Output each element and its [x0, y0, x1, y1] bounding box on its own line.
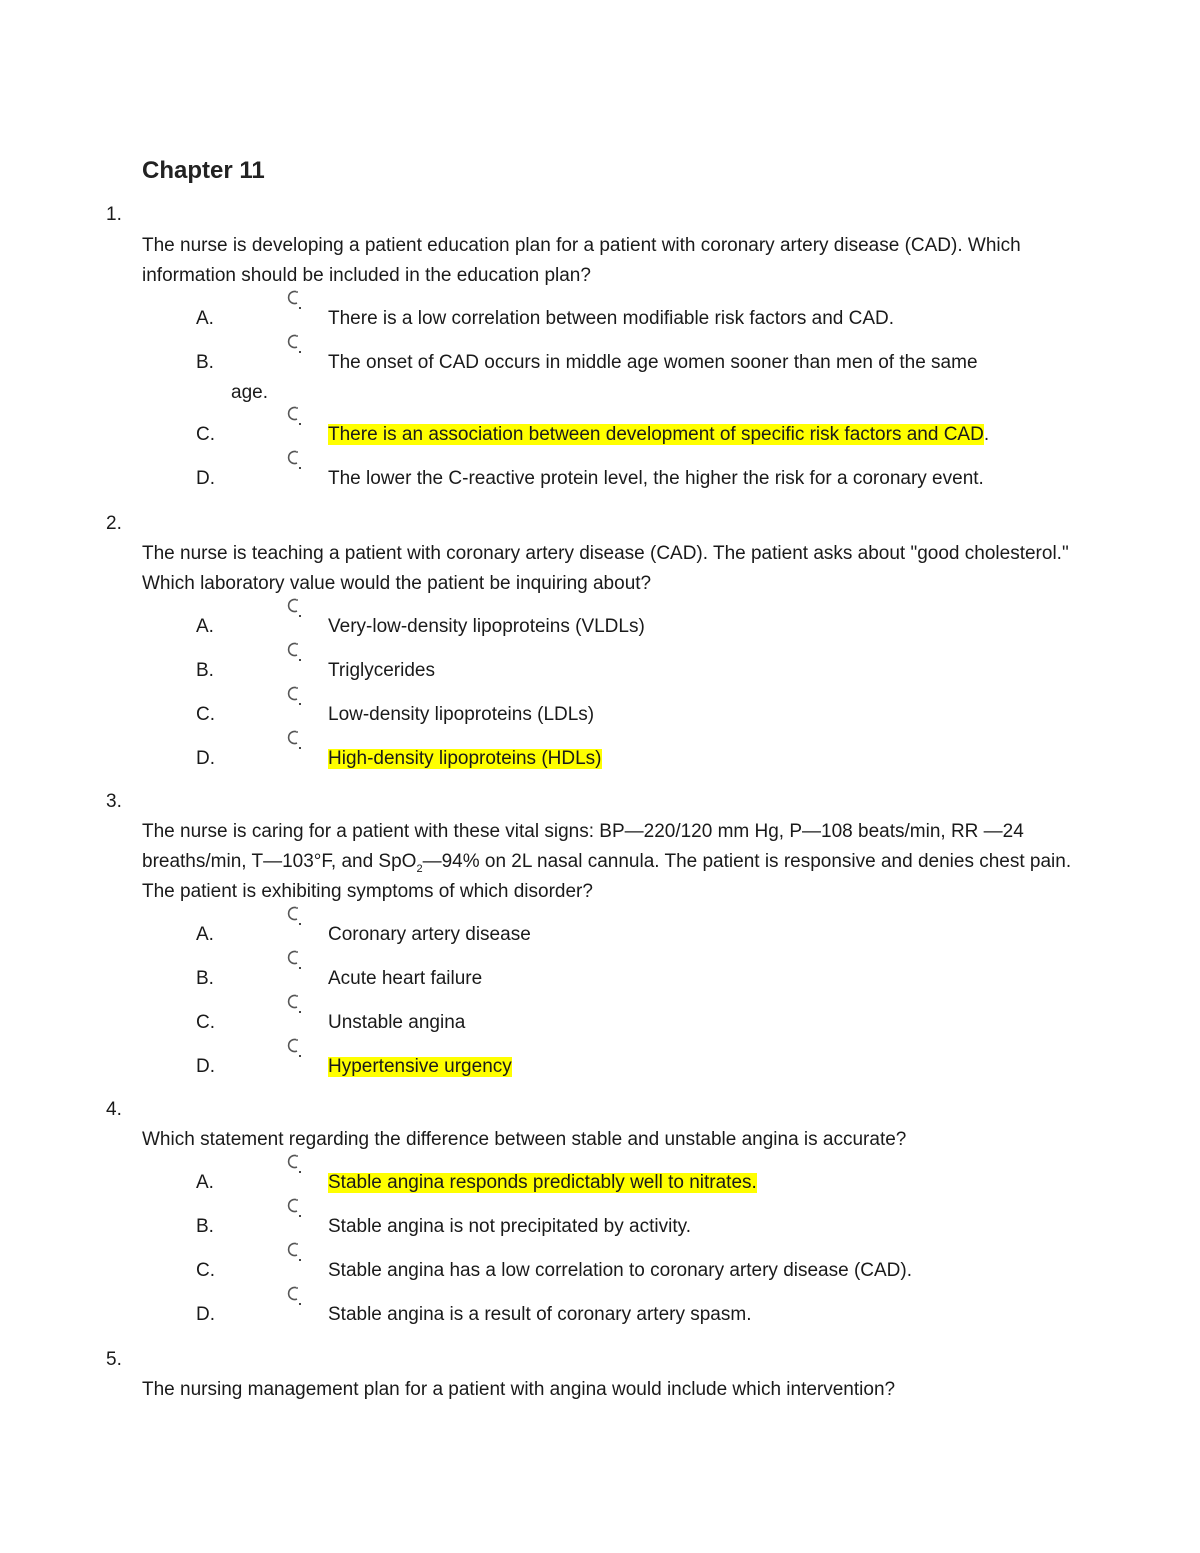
question-number: 1.: [106, 204, 122, 225]
radio-button-icon[interactable]: [285, 1240, 303, 1262]
option-4b[interactable]: [0, 1212, 1200, 1242]
radio-button-icon[interactable]: [285, 1152, 303, 1174]
option-letter: A.: [196, 308, 214, 329]
option-3c[interactable]: [0, 1008, 1200, 1038]
option-text: The lower the C-reactive protein level, the higher the risk for a coronary event.: [328, 468, 984, 489]
option-2b[interactable]: [0, 656, 1200, 686]
option-letter: A.: [196, 616, 214, 637]
radio-button-icon[interactable]: [285, 596, 303, 618]
question-number: 4.: [106, 1099, 122, 1120]
question-text: The nursing management plan for a patient with angina would include which intervention?: [142, 1379, 896, 1400]
option-2a[interactable]: [0, 612, 1200, 642]
radio-button-icon[interactable]: [285, 1196, 303, 1218]
question-text: The nurse is developing a patient education plan for a patient with coronary artery disease (CAD). Which information should be included in the education plan?: [142, 235, 1021, 286]
radio-button-icon[interactable]: [285, 448, 303, 470]
option-text: Stable angina is a result of coronary artery spasm.: [328, 1304, 752, 1325]
option-letter: D.: [196, 1304, 215, 1325]
radio-button-icon[interactable]: [285, 728, 303, 750]
option-4a[interactable]: [0, 1168, 1200, 1198]
option-1d[interactable]: [0, 464, 1200, 494]
option-text: The onset of CAD occurs in middle age women sooner than men of the same: [328, 352, 978, 373]
radio-button-icon[interactable]: [285, 948, 303, 970]
question-text: The nurse is teaching a patient with coronary artery disease (CAD). The patient asks about "good cholesterol." Which laboratory value would the patient be inquiring about?: [142, 543, 1069, 594]
option-letter: B.: [196, 968, 214, 989]
option-text: Triglycerides: [328, 660, 435, 681]
option-text: Low-density lipoproteins (LDLs): [328, 704, 595, 725]
option-letter: D.: [196, 748, 215, 769]
option-3d[interactable]: [0, 1052, 1200, 1082]
question-number: 3.: [106, 791, 122, 812]
option-text: Unstable angina: [328, 1012, 466, 1033]
option-4d[interactable]: [0, 1300, 1200, 1330]
option-1c[interactable]: [0, 420, 1200, 450]
option-text: Stable angina has a low correlation to coronary artery disease (CAD).: [328, 1260, 913, 1281]
correct-answer-highlight: High-density lipoproteins (HDLs): [328, 748, 602, 769]
option-letter: D.: [196, 468, 215, 489]
option-letter: A.: [196, 1172, 214, 1193]
question-text: Which statement regarding the difference between stable and unstable angina is accurate?: [142, 1129, 907, 1150]
radio-button-icon[interactable]: [285, 684, 303, 706]
option-text: Very-low-density lipoproteins (VLDLs): [328, 616, 645, 637]
question-text: [142, 817, 1072, 907]
option-text-wrapper: [328, 425, 989, 445]
option-letter: B.: [196, 352, 214, 373]
option-text: Coronary artery disease: [328, 924, 531, 945]
option-text: There is a low correlation between modifiable risk factors and CAD.: [328, 308, 895, 329]
option-3b[interactable]: [0, 964, 1200, 994]
option-4c[interactable]: [0, 1256, 1200, 1286]
question-text-part: The nurse is caring for a patient with these vital signs: BP—220/120 mm Hg, P—108 beats/min, RR —24 breaths/min, T—103°F, and SpO: [142, 821, 1024, 872]
correct-answer-highlight: There is an association between development of specific risk factors and CAD: [328, 424, 984, 445]
option-text: Stable angina is not precipitated by activity.: [328, 1216, 691, 1237]
correct-answer-highlight: Hypertensive urgency: [328, 1056, 512, 1077]
radio-button-icon[interactable]: [285, 992, 303, 1014]
option-letter: C.: [196, 424, 215, 445]
option-1b[interactable]: [0, 348, 1200, 403]
subscript: 2: [416, 862, 423, 875]
option-2d[interactable]: [0, 744, 1200, 774]
option-letter: D.: [196, 1056, 215, 1077]
option-letter: B.: [196, 660, 214, 681]
option-letter: B.: [196, 1216, 214, 1237]
option-2c[interactable]: [0, 700, 1200, 730]
option-trailing: .: [983, 424, 990, 445]
option-letter: C.: [196, 1012, 215, 1033]
radio-button-icon[interactable]: [285, 640, 303, 662]
radio-button-icon[interactable]: [285, 332, 303, 354]
question-text-part: —94% on 2L nasal cannula. The patient is responsive and denies chest pain. The patient is exhibiting symptoms of which disorder?: [142, 851, 1072, 902]
option-text-continuation: age.: [231, 382, 268, 403]
radio-button-icon[interactable]: [285, 404, 303, 426]
radio-button-icon[interactable]: [285, 1284, 303, 1306]
option-letter: C.: [196, 704, 215, 725]
chapter-title: Chapter 11: [142, 157, 265, 184]
question-number: 2.: [106, 513, 122, 534]
option-text: Acute heart failure: [328, 968, 483, 989]
option-letter: A.: [196, 924, 214, 945]
radio-button-icon[interactable]: [285, 904, 303, 926]
correct-answer-highlight: Stable angina responds predictably well to nitrates.: [328, 1172, 757, 1193]
radio-button-icon[interactable]: [285, 288, 303, 310]
question-number: 5.: [106, 1349, 122, 1370]
option-letter: C.: [196, 1260, 215, 1281]
radio-button-icon[interactable]: [285, 1036, 303, 1058]
option-1a[interactable]: [0, 304, 1200, 334]
option-3a[interactable]: [0, 920, 1200, 950]
